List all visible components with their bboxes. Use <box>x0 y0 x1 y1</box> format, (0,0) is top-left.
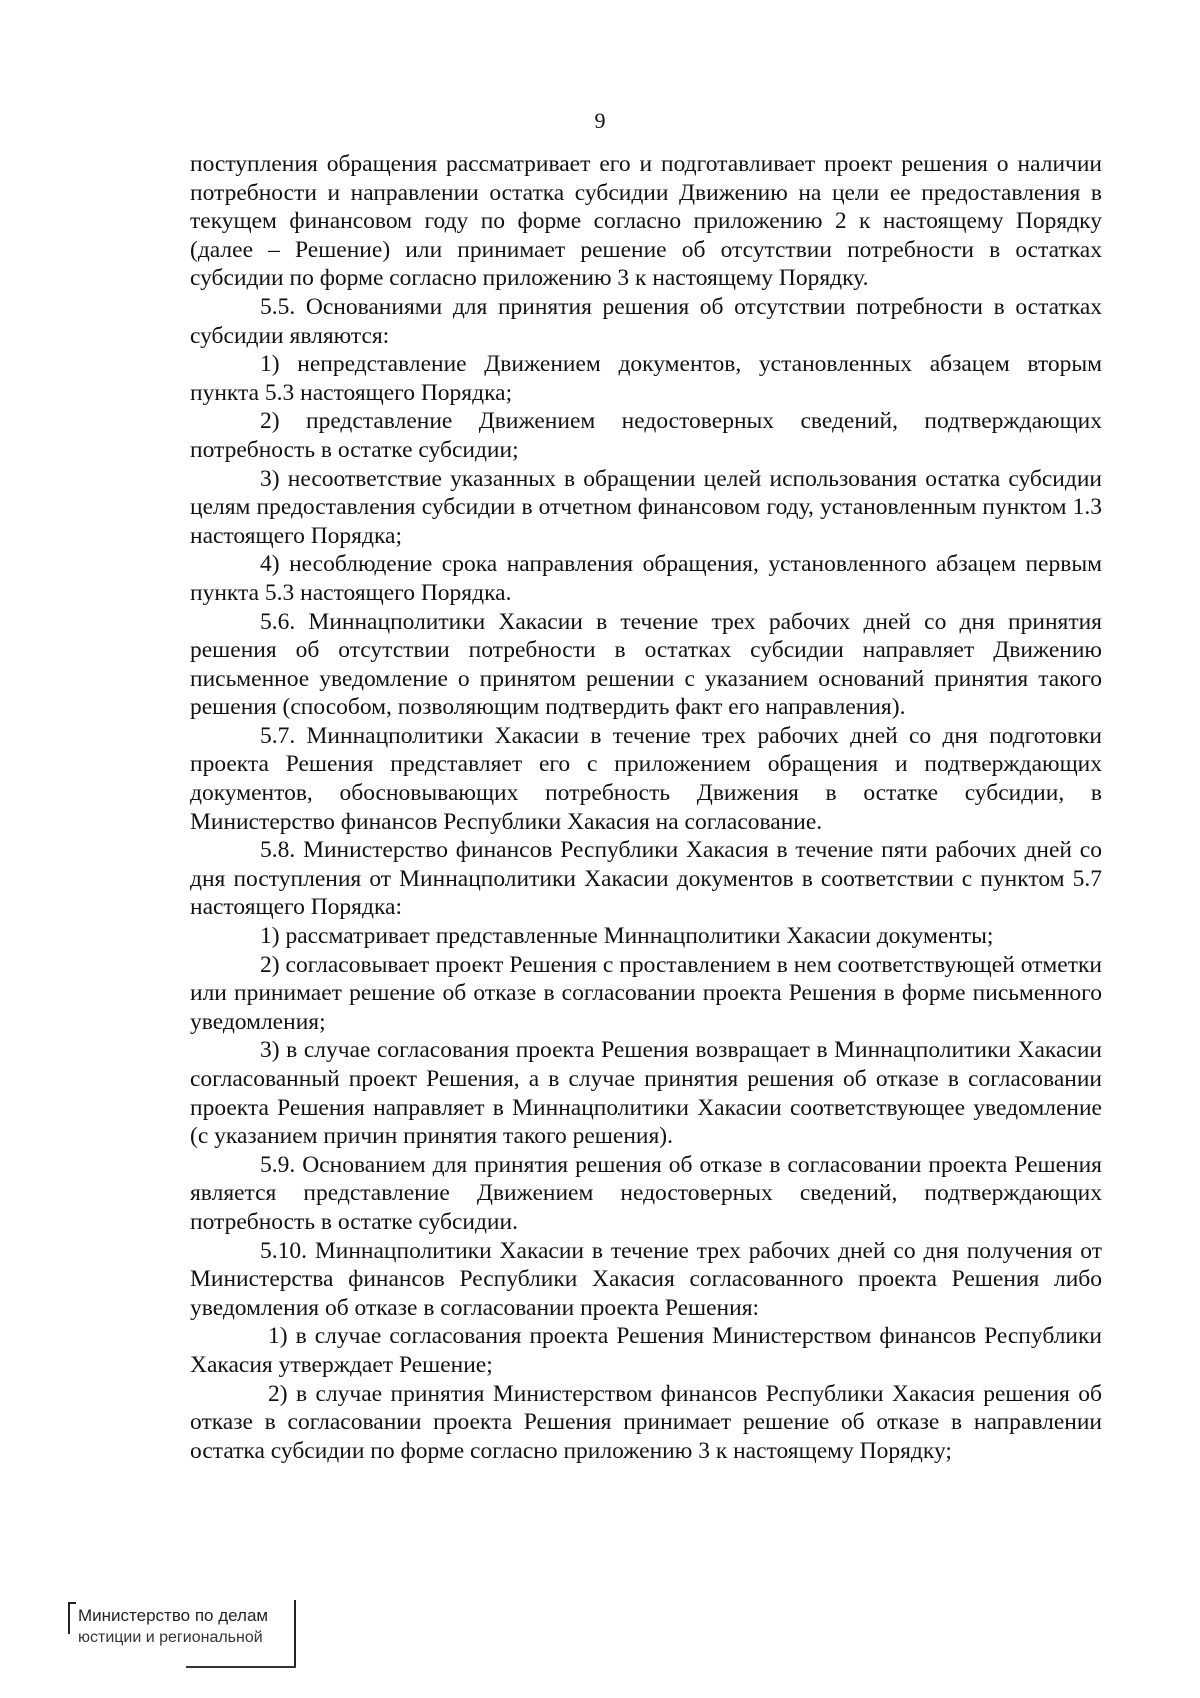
ministry-stamp <box>68 1600 296 1670</box>
list-item: 1) в случае согласования проекта Решения Министерством финансов Республики Хакасия утверждает Решение; <box>190 1323 1102 1378</box>
document-body <box>190 150 1102 1465</box>
list-item: 1) рассматривает представленные Миннацполитики Хакасии документы; <box>260 923 994 950</box>
list-item: 3) несоответствие указанных в обращении целей использования остатка субсидии целям предоставления субсидии в отчетном финансовом году, установленным пунктом 1.3 настоящего Порядка; <box>190 465 1102 549</box>
page-number: 9 <box>594 108 606 133</box>
stamp-border-top <box>68 1602 76 1604</box>
paragraph: 5.5. Основаниями для принятия решения об отсутствии потребности в остатках субсидии являются: <box>190 293 1102 349</box>
stamp-border-bottom <box>186 1666 296 1668</box>
paragraph: поступления обращения рассматривает его и подготавливает проект решения о наличии потребности и направлении остатка субсидии Движению на цели ее предоставления в текущем финансовом году по форме согласно приложению 2 к настоящему Порядку (далее – Решение) или принимает решение об отсутствии потребности в остатках субсидии по форме согласно приложению 3 к настоящему Порядку. <box>190 151 1102 292</box>
paragraph: 5.7. Миннацполитики Хакасии в течение трех рабочих дней со дня подготовки проекта Решения представляет его с приложением обращения и подтверждающих документов, обосновывающих потребность Движения в остатке субсидии, в Министерство финансов Республики Хакасия на согласование. <box>190 722 1102 835</box>
paragraph: 5.8. Министерство финансов Республики Хакасия в течение пяти рабочих дней со дня поступления от Миннацполитики Хакасии документов в соответствии с пунктом 5.7 настоящего Порядка: <box>190 837 1102 921</box>
paragraph: 5.9. Основанием для принятия решения об отказе в согласовании проекта Решения является представление Движением недостоверных сведений, подтверждающих потребность в остатке субсидии. <box>190 1151 1102 1235</box>
stamp-border-right <box>294 1600 296 1668</box>
paragraph: 5.10. Миннацполитики Хакасии в течение трех рабочих дней со дня получения от Министерства финансов Республики Хакасия согласованного проекта Решения либо уведомления об отказе в согласовании проекта Решения: <box>190 1237 1102 1321</box>
stamp-line-2: юстиции и региональной <box>78 1629 263 1646</box>
list-item: 2) представление Движением недостоверных сведений, подтверждающих потребность в остатке субсидии; <box>190 408 1102 463</box>
paragraph: 5.6. Миннацполитики Хакасии в течение трех рабочих дней со дня принятия решения об отсутствии потребности в остатках субсидии направляет Движению письменное уведомление о принятом решении с указанием оснований принятия такого решения (способом, позволяющим подтвердить факт его направления). <box>190 608 1102 721</box>
list-item: 1) непредставление Движением документов, установленных абзацем вторым пункта 5.3 настоящего Порядка; <box>190 351 1102 406</box>
list-item: 2) согласовывает проект Решения с проставлением в нем соответствующей отметки или принимает решение об отказе в согласовании проекта Решения в форме письменного уведомления; <box>190 951 1102 1035</box>
stamp-line-1: Министерство по делам <box>78 1606 269 1625</box>
stamp-border-left <box>68 1602 70 1634</box>
list-item: 2) в случае принятия Министерством финансов Республики Хакасия решения об отказе в согласовании проекта Решения принимает решение об отказе в направлении остатка субсидии по форме согласно приложению 3 к настоящему Порядку; <box>190 1380 1102 1464</box>
list-item: 4) несоблюдение срока направления обращения, установленного абзацем первым пункта 5.3 настоящего Порядка. <box>190 551 1102 606</box>
list-item: 3) в случае согласования проекта Решения возвращает в Миннацполитики Хакасии согласованный проект Решения, а в случае принятия решения об отказе в согласовании проекта Решения направляет в Миннацполитики Хакасии соответствующее уведомление (с указанием причин принятия такого решения). <box>190 1037 1102 1150</box>
